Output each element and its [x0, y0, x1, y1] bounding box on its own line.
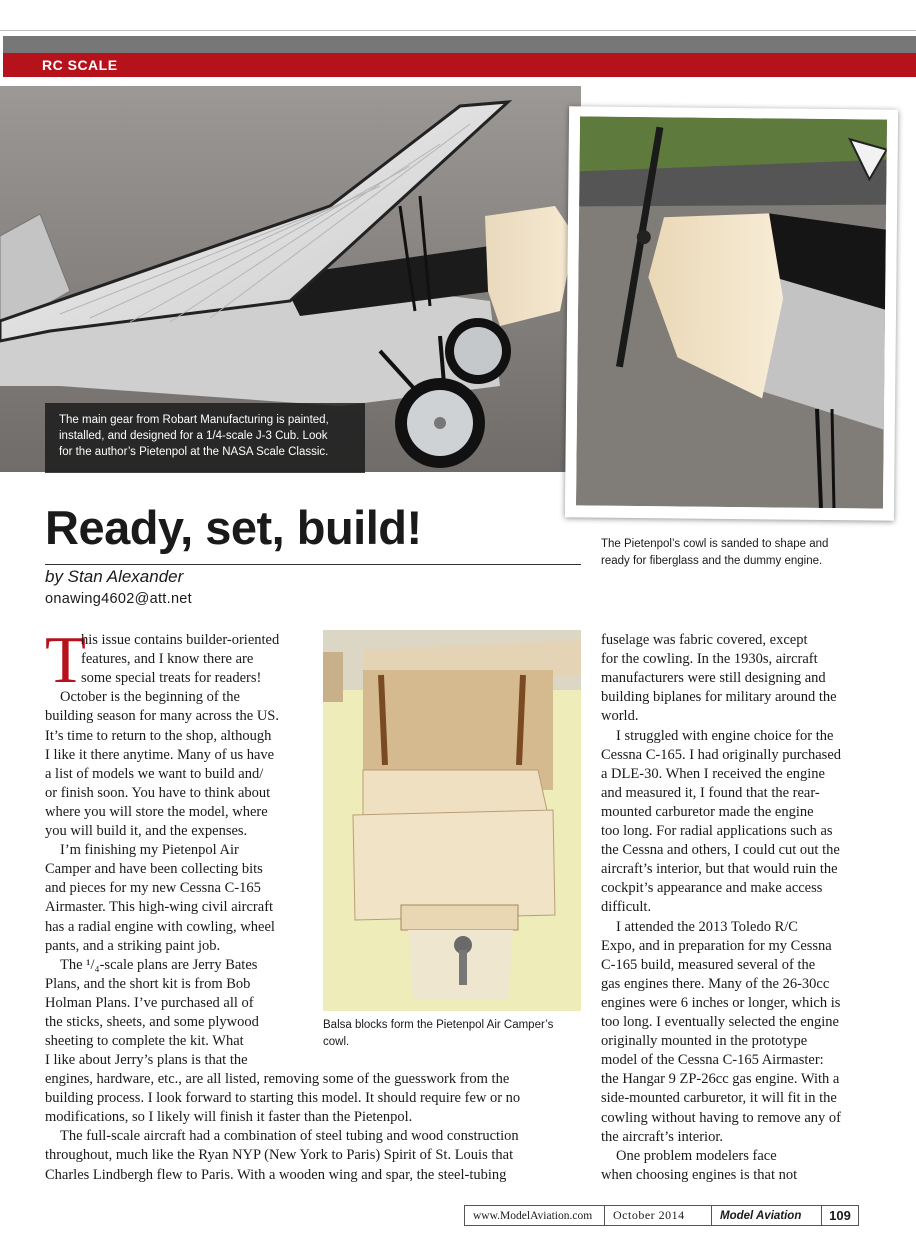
caption-line: installed, and designed for a 1/4-scale J-3 Cub. Look — [59, 430, 328, 442]
page-number: 109 — [829, 1208, 851, 1223]
text-line: engines, hardware, etc., are all listed, removing some of the guesswork from the — [45, 1071, 510, 1087]
text-line: cowling without having to remove any of — [601, 1109, 842, 1126]
text-line: The ¹/₄-scale plans are Jerry Bates — [60, 956, 258, 973]
text-line: and measured it, I found that the rear- — [601, 784, 820, 801]
text-line: Airmaster. This high-wing civil aircraft — [45, 899, 274, 916]
text-line: I like it there anytime. Many of us have — [45, 746, 275, 763]
text-line: throughout, much like the Ryan NYP (New York to Paris) Spirit of St. Louis that — [45, 1147, 514, 1164]
text-line: I struggled with engine choice for the — [616, 727, 834, 744]
text-line: Cessna C-165. I had originally purchased — [601, 746, 842, 763]
balsa-photo-caption — [323, 1017, 581, 1051]
text-line: too long. I eventually selected the engine — [601, 1014, 839, 1030]
text-line: Charles Lindbergh flew to Paris. With a wooden wing and spar, the steel-tubing — [45, 1166, 507, 1183]
headline-rule — [45, 564, 581, 565]
text-line: or finish soon. You have to think about — [45, 784, 271, 801]
text-line: Camper and have been collecting bits — [45, 861, 263, 878]
text-line: I’m finishing my Pietenpol Air — [60, 842, 239, 859]
caption-line: cowl. — [323, 1036, 350, 1048]
text-line: One problem modelers face — [616, 1147, 777, 1164]
text-line: building process. I look forward to starting this model. It should require few or no — [45, 1090, 521, 1107]
text-line: Plans, and the short kit is from Bob — [45, 975, 251, 992]
text-line: features, and I know there are — [81, 651, 254, 668]
text-line: a list of models we want to build and/ — [45, 765, 264, 782]
caption-line: Balsa blocks form the Pietenpol Air Camper’s — [323, 1019, 554, 1031]
text-line: October is the beginning of the — [60, 689, 240, 706]
byline: by Stan Alexander — [45, 567, 184, 586]
text-line: and pieces for my new Cessna C-165 — [45, 880, 261, 897]
text-line: modifications, so I likely will finish it faster than the Pietenpol. — [45, 1109, 413, 1126]
text-line: the sticks, sheets, and some plywood — [45, 1014, 259, 1030]
caption-line: The main gear from Robart Manufacturing is painted, — [59, 414, 329, 426]
text-line: difficult. — [601, 899, 652, 916]
text-line: fuselage was fabric covered, except — [601, 632, 808, 648]
text-line: originally mounted in the prototype — [601, 1033, 808, 1050]
text-line: Holman Plans. I’ve purchased all of — [45, 994, 254, 1011]
text-line: sheeting to complete the kit. What — [45, 1033, 244, 1050]
text-line: a DLE-30. When I received the engine — [601, 765, 825, 782]
text-line: manufacturers were still designing and — [601, 670, 826, 687]
caption-line: ready for fiberglass and the dummy engine. — [601, 555, 823, 567]
text-line: The full-scale aircraft had a combination of steel tubing and wood construction — [60, 1128, 519, 1145]
caption-line: The Pietenpol’s cowl is sanded to shape and — [601, 538, 829, 550]
footer-issue-date: October 2014 — [605, 1206, 712, 1225]
page-footer — [464, 1205, 859, 1226]
footer-url: www.ModelAviation.com — [465, 1206, 605, 1225]
footer-magazine: Model Aviation — [712, 1206, 822, 1225]
text-line: pants, and a striking paint job. — [45, 937, 221, 954]
main-photo-caption — [45, 403, 365, 473]
text-line: mounted carburetor made the engine — [601, 803, 814, 820]
drop-cap: T — [45, 623, 86, 697]
balsa-photo — [323, 630, 581, 1011]
text-line: his issue contains builder-oriented — [81, 632, 280, 648]
section-label: RC SCALE — [42, 57, 118, 73]
text-line: side-mounted carburetor, it will fit in the — [601, 1090, 837, 1107]
text-line: Expo, and in preparation for my Cessna — [601, 937, 832, 954]
article-headline: Ready, set, build! — [45, 501, 422, 554]
caption-line: for the author’s Pietenpol at the NASA Scale Classic. — [59, 446, 329, 458]
text-line: C-165 build, measured several of the — [601, 956, 816, 973]
balsa-blocks-photo — [323, 630, 581, 1011]
text-line: too long. For radial applications such as — [601, 823, 833, 839]
text-line: some special treats for readers! — [81, 670, 262, 687]
text-line: for the cowling. In the 1930s, aircraft — [601, 651, 818, 668]
author-email: onawing4602@att.net — [45, 591, 192, 607]
inset-photo-caption — [601, 536, 881, 570]
text-line: model of the Cessna C-165 Airmaster: — [601, 1052, 824, 1069]
header-band — [3, 36, 916, 53]
text-line: where you will store the model, where — [45, 803, 268, 820]
text-line: aircraft’s interior, but that would ruin the — [601, 861, 838, 878]
top-rule — [0, 30, 916, 31]
text-line: the Cessna and others, I could cut out the — [601, 842, 840, 859]
text-line: has a radial engine with cowling, wheel — [45, 918, 275, 935]
text-line: building biplanes for military around the — [601, 689, 837, 706]
text-line: world. — [601, 708, 639, 725]
section-bar — [3, 53, 916, 77]
text-line: when choosing engines is that not — [601, 1166, 798, 1183]
text-line: the aircraft’s interior. — [601, 1128, 723, 1145]
text-line: you will build it, and the expenses. — [45, 823, 248, 839]
cowl-photo — [576, 116, 887, 508]
text-line: engines were 6 inches or longer, which is — [601, 994, 841, 1011]
text-line: I like about Jerry’s plans is that the — [45, 1052, 248, 1069]
text-line: I attended the 2013 Toledo R/C — [616, 918, 798, 935]
text-line: cockpit’s appearance and make access — [601, 880, 823, 897]
text-line: gas engines there. Many of the 26-30cc — [601, 975, 830, 992]
text-line: building season for many across the US. — [45, 708, 279, 725]
inset-photo — [565, 106, 898, 520]
text-line: the Hangar 9 ZP-26cc gas engine. With a — [601, 1071, 840, 1088]
text-line: It’s time to return to the shop, although — [45, 727, 272, 744]
